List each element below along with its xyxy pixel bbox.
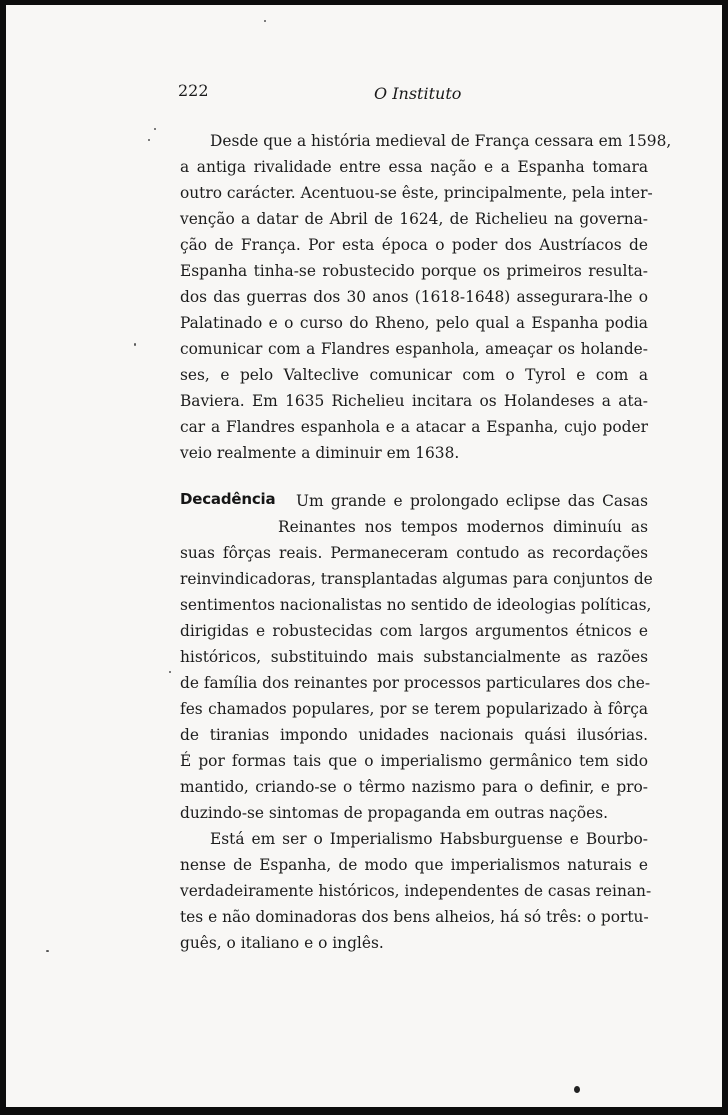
text-line: guês, o italiano e o inglês. bbox=[180, 934, 384, 952]
text-line: Palatinado e o curso do Rheno, pelo qual a Espanha podia bbox=[180, 314, 648, 332]
text-line: a antiga rivalidade entre essa nação e a Espanha tomara bbox=[180, 158, 648, 176]
text-line: Espanha tinha-se robustecido porque os primeiros resulta- bbox=[180, 262, 648, 280]
text-line: verdadeiramente históricos, independentes de casas reinan- bbox=[180, 882, 652, 900]
text-line: de família dos reinantes por processos particulares dos che- bbox=[180, 674, 651, 692]
text-line: dirigidas e robustecidas com largos argumentos étnicos e bbox=[180, 622, 648, 640]
text-line: nense de Espanha, de modo que imperialismos naturais e bbox=[180, 856, 648, 874]
text-line: mantido, criando-se o têrmo nazismo para o definir, e pro- bbox=[180, 778, 648, 796]
text-line: comunicar com a Flandres espanhola, ameaçar os holande- bbox=[180, 340, 648, 358]
text-line: Um grande e prolongado eclipse das Casas bbox=[296, 492, 648, 510]
text-line: duzindo-se sintomas de propaganda em outras nações. bbox=[180, 804, 609, 822]
text-line: car a Flandres espanhola e a atacar a Espanha, cujo poder bbox=[180, 418, 648, 436]
text-line: tes e não dominadoras dos bens alheios, há só três: o portu- bbox=[180, 908, 649, 926]
text-line: ses, e pelo Valteclive comunicar com o Tyrol e com a bbox=[180, 366, 648, 384]
text-line: suas fôrças reais. Permaneceram contudo as recordações bbox=[180, 544, 648, 562]
scan-speck bbox=[169, 671, 171, 673]
text-line: outro carácter. Acentuou-se êste, principalmente, pela inter- bbox=[180, 184, 653, 202]
scan-speck bbox=[46, 950, 49, 952]
page-number: 222 bbox=[178, 81, 209, 100]
section-heading: Decadência bbox=[180, 490, 276, 508]
text-line: Baviera. Em 1635 Richelieu incitara os Holandeses a ata- bbox=[180, 392, 648, 410]
text-line: dos das guerras dos 30 anos (1618-1648) assegurara-lhe o bbox=[180, 288, 648, 306]
scan-speck bbox=[148, 139, 150, 141]
text-line: sentimentos nacionalistas no sentido de ideologias políticas, bbox=[180, 596, 652, 614]
scan-speck bbox=[264, 20, 266, 22]
text-line: É por formas tais que o imperialismo germânico tem sido bbox=[180, 752, 648, 770]
scan-speck bbox=[134, 343, 136, 346]
text-line: de tiranias impondo unidades nacionais quási ilusórias. bbox=[180, 726, 648, 744]
text-line: históricos, substituindo mais substancialmente as razões bbox=[180, 648, 648, 666]
text-line: reinvindicadoras, transplantadas algumas para conjuntos de bbox=[180, 570, 653, 588]
text-line: veio realmente a diminuir em 1638. bbox=[180, 444, 460, 462]
text-line: fes chamados populares, por se terem popularizado à fôrça bbox=[180, 700, 648, 718]
text-line: Reinantes nos tempos modernos diminuíu as bbox=[278, 518, 648, 536]
text-line: Desde que a história medieval de França cessara em 1598, bbox=[210, 132, 672, 150]
text-line: venção a datar de Abril de 1624, de Richelieu na governa- bbox=[180, 210, 648, 228]
text-line: Está em ser o Imperialismo Habsburguense e Bourbo- bbox=[210, 830, 648, 848]
running-title: O Instituto bbox=[374, 84, 462, 103]
scan-speck bbox=[574, 1086, 580, 1093]
text-line: ção de França. Por esta época o poder dos Austríacos de bbox=[180, 236, 648, 254]
scan-speck bbox=[154, 128, 156, 130]
